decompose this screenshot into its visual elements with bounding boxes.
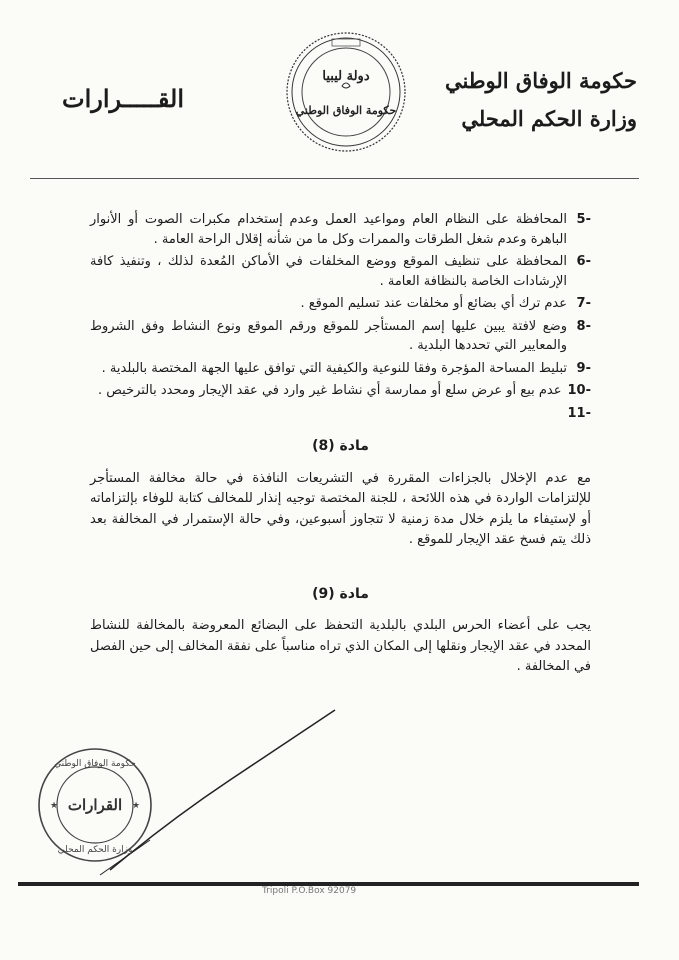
article-8-text: مع عدم الإخلال بالجزاءات المقررة في التشريعات النافذة في حالة مخالفة المستأجر للإلتزامات الواردة في هذه اللائحة ، للجنة المختصة توجيه إنذار للمخالف كتابة للوفاء بإلتزاماته أو لإستيفاء ما يلزم خلال مدة زمنية لا تتجاوز أسبوعين، وفي حالة الإستمرار في المخالفة بعد ذلك يتم فسخ عقد الإيجار للموقع . [90, 470, 591, 547]
clause-item [90, 317, 591, 356]
clause-text: المحافظة على تنظيف الموقع ووضع المخلفات في الأماكن المُعدة لذلك ، وتنفيذ كافة الإرشادات الخاصة بالنظافة العامة . [90, 254, 567, 289]
stamp-ring-bottom: وزارة الحكم المحلي [57, 845, 133, 855]
section-title: القـــــرارات [62, 84, 185, 113]
clause-item [90, 252, 591, 291]
article-9-title: مادة (9) [312, 585, 369, 602]
clause-number: -5 [576, 212, 591, 227]
stamp-ring-top: حكومة الوفاق الوطني [54, 759, 136, 769]
clause-item [90, 404, 591, 424]
svg-text:★: ★ [132, 801, 141, 811]
clause-item [90, 359, 591, 379]
clause-item [90, 381, 591, 401]
clause-text: وضع لافتة يبين عليها إسم المستأجر للموقع ورقم الموقع ونوع النشاط وفق الشروط والمعايير التي تحددها البلدية . [90, 318, 567, 353]
article-9-text: يجب على أعضاء الحرس البلدي بالبلدية التحفظ على البضائع المعروضة بالمخالفة للنشاط المحدد في عقد الإيجار ونقلها إلى المكان الذي تراه مناسباً على نفقة المخالف إلى حين الفصل في المخالفة . [90, 618, 591, 674]
clause-text: عدم بيع أو عرض سلع أو ممارسة أي نشاط غير وارد في عقد الإيجار ومحدد بالترخيص . [97, 383, 562, 398]
clause-number: -10 [567, 383, 591, 398]
state-seal-icon [284, 30, 408, 154]
seal-bottom-text: حكومة الوفاق الوطني [295, 104, 397, 117]
footer-text: Tripoli P.O.Box 92079 [262, 886, 357, 896]
clause-list [90, 210, 591, 423]
clause-item [90, 210, 591, 249]
ministry-name: وزارة الحكم المحلي [461, 106, 637, 131]
document-body [90, 210, 591, 678]
letterhead-issuer [377, 62, 637, 138]
seal-top-text: دولة ليبيا [322, 69, 370, 84]
clause-number: -9 [576, 360, 591, 376]
clause-number: -6 [576, 254, 591, 269]
clause-number: -8 [576, 318, 591, 334]
clause-number: -11 [567, 405, 591, 421]
clause-number: -7 [576, 296, 591, 311]
clause-text: المحافظة على النظام العام ومواعيد العمل وعدم إستخدام مكبرات الصوت أو الأنوار الباهرة وعدم شغل الطرقات والممرات وكل ما من شأنه إقلال الراحة العامة . [90, 212, 567, 247]
clause-item [90, 294, 591, 314]
svg-text:★: ★ [50, 801, 59, 811]
stamp-center-text: القرارات [67, 796, 123, 814]
government-name: حكومة الوفاق الوطني [444, 68, 637, 93]
clause-text [90, 404, 562, 424]
clause-text: تبليط المساحة المؤجرة وفقا للنوعية والكيفية التي توافق عليها الجهة المختصة بالبلدية . [101, 360, 567, 376]
clause-text: عدم ترك أي بضائع أو مخلفات عند تسليم الموقع . [300, 296, 567, 311]
header-divider [30, 178, 639, 179]
article-8-title: مادة (8) [312, 438, 369, 454]
office-stamp-icon [36, 746, 154, 864]
